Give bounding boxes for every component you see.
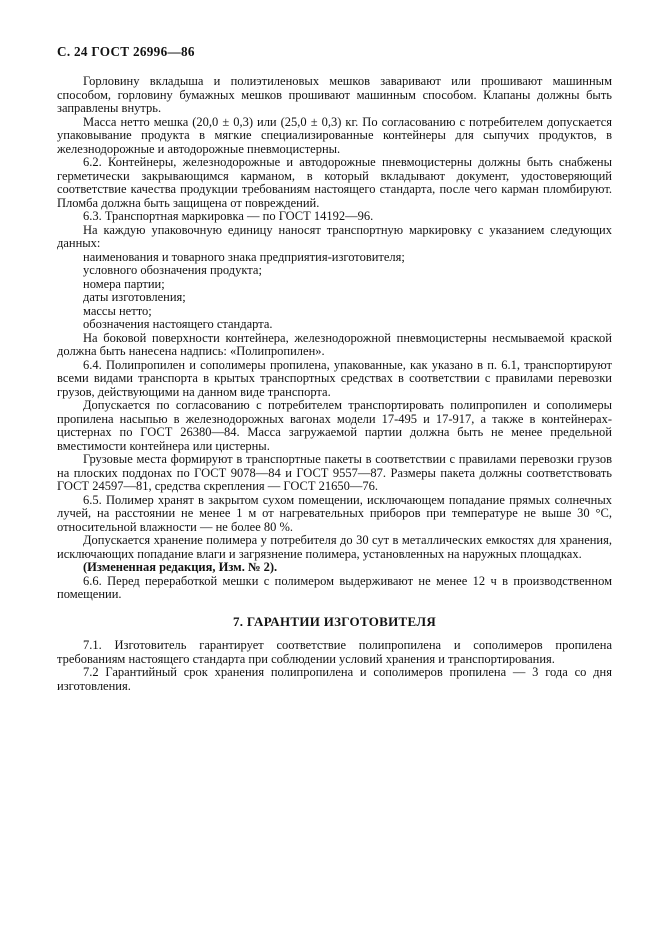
para-bulk-transport: Допускается по согласованию с потребителем транспортировать полипропилен и сополимеры пропилена насыпью в железнодорожных вагонах модели 17-495 и 17-917, а также в контейнерах-цистернах по ГОСТ 26380—84. Масса загружаемой партии должна быть не менее предельной вместимости контейнера или цистерны.	[57, 398, 612, 453]
list-item-batch-number: номера партии;	[83, 276, 165, 291]
para-net-mass: Масса нетто мешка (20,0 ± 0,3) или (25,0 ± 0,3) кг. По согласованию с потребителем допускается упаковывание продукта в мягкие специализированные контейнеры для сыпучих продуктов, в железнодорожные и автодорожные пневмоцистерны.	[57, 114, 612, 156]
list-item-standard-designation: обозначения настоящего стандарта.	[83, 317, 273, 331]
section-heading-guarantees: 7. ГАРАНТИИ ИЗГОТОВИТЕЛЯ	[232, 613, 437, 629]
para-marking-data-intro: На каждую упаковочную единицу наносят транспортную маркировку с указанием следующих данных:	[57, 222, 612, 250]
document-body	[57, 75, 612, 693]
para-container-inscription: На боковой поверхности контейнера, железнодорожной пневмоцистерны несмываемой краской должна быть нанесена надпись: «Полипропилен».	[57, 330, 612, 358]
list-item-product-designation: условного обозначения продукта;	[83, 263, 262, 277]
para-cargo-packages: Грузовые места формируют в транспортные пакеты в соответствии с правилами перевозки грузов на плоских поддонах по ГОСТ 9078—84 и ГОСТ 9557—87. Размеры пакета должны соответствовать ГОСТ 24597—81, средства скрепления — ГОСТ 21650—76.	[57, 452, 612, 493]
para-7-1-guarantee: 7.1. Изготовитель гарантирует соответствие полипропилена и сополимеров пропилена требованиям настоящего стандарта при соблюдении условий хранения и транспортирования.	[57, 638, 612, 666]
list-item-net-mass: массы нетто;	[83, 303, 152, 318]
amendment-note: (Измененная редакция, Изм. № 2).	[83, 560, 278, 574]
para-6-2-containers: 6.2. Контейнеры, железнодорожные и автодорожные пневмоцистерны должны быть снабжены герметически закрывающимся карманом, в который вкладывают документ, удостоверяющий соответствие качества продукции требованиям настоящего стандарта, после чего карман пломбируют. Пломба должна быть защищена от повреждений.	[57, 155, 612, 210]
para-6-6-conditioning: 6.6. Перед переработкой мешки с полимером выдерживают не менее 12 ч в производственном помещении.	[57, 573, 612, 601]
para-bag-neck-sealing: Горловину вкладыша и полиэтиленовых мешков заваривают или прошивают машинным способом, горловину бумажных мешков прошивают машинным способом. Клапаны должны быть заправлены внутрь.	[57, 74, 612, 115]
para-consumer-storage: Допускается хранение полимера у потребителя до 30 сут в металлических емкостях для хранения, исключающих попадание влаги и загрязнение полимера, установленных на наружных площадках.	[57, 533, 612, 561]
para-7-2-shelf-life: 7.2 Гарантийный срок хранения полипропилена и сополимеров пропилена — 3 года со дня изготовления.	[57, 665, 612, 693]
para-6-4-transport: 6.4. Полипропилен и сополимеры пропилена, упакованные, как указано в п. 6.1, транспортируют всеми видами транспорта в крытых транспортных средствах в соответствии с правилами перевозки грузов, действующими на данном виде транспорта.	[57, 357, 612, 399]
page-header: С. 24 ГОСТ 26996—86	[57, 44, 195, 59]
list-item-manufacture-date: даты изготовления;	[83, 290, 186, 304]
para-6-5-storage: 6.5. Полимер хранят в закрытом сухом помещении, исключающем попадание прямых солнечных лучей, на расстоянии не менее 1 м от нагревательных приборов при температуре не выше 30 °С, относительной влажности — не более 80 %.	[57, 492, 612, 534]
para-6-3-transport-marking: 6.3. Транспортная маркировка — по ГОСТ 14192—96.	[83, 209, 374, 223]
list-item-manufacturer-name: наименования и товарного знака предприятия-изготовителя;	[83, 249, 405, 264]
